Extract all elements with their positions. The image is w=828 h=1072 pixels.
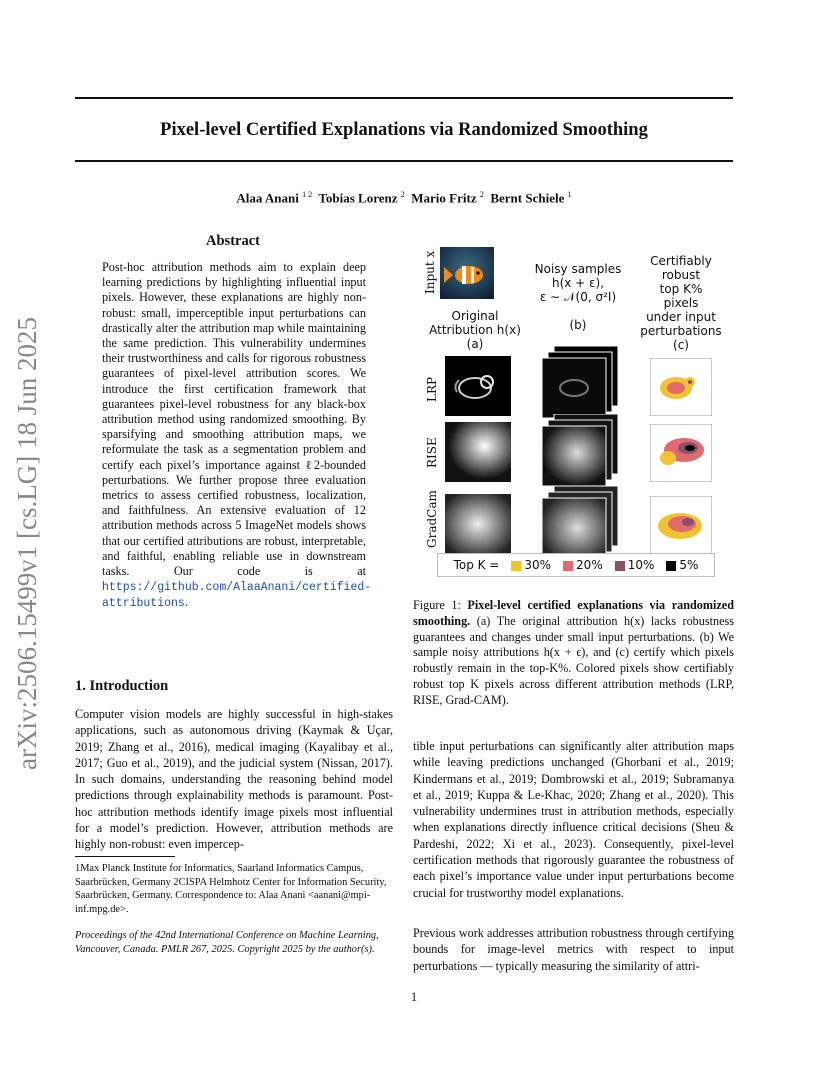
author-affiliation: 1 <box>567 190 572 199</box>
lrp-noisy-samples <box>542 346 620 418</box>
column-a-header: Original Attribution h(x) (a) <box>429 309 521 351</box>
legend-label: 30% <box>524 558 552 572</box>
abstract-text: Post-hoc attribution methods aim to explain deep learning predictions by highlighting influential input pixels. However, these explanations are highly non-robust: small, imperceptible input perturbations can drastically alter the attribution map while maintaining the same prediction. This vulnerability undermines their trustworthiness and calls for rigorous robustness guarantees of pixel-level attribution scores. We introduce the first certification framework that guarantees pixel-level robustness for any black-box attribution method using randomized smoothing. By sparsifying and smoothing attribution maps, we reformulate the task as a segmentation problem and certify each pixel’s importance against ℓ2-bounded perturbations. We further propose three evaluation metrics to assess certified robustness, localization, and faithfulness. An extensive evaluation of 12 attribution methods across 5 ImageNet models shows that our certified attributions are robust, interpretable, and faithful, enabling reliable use in downstream tasks. Our code is at <box>102 260 366 579</box>
author-name: Alaa Anani <box>236 190 299 206</box>
proceedings-note: Proceedings of the 42nd International Conference on Machine Learning, Vancouver, Canada. PMLR 267, 2025. Copyright 2025 by the author(s). <box>75 930 379 955</box>
lrp-attribution-map <box>445 356 511 416</box>
caption-bold: Pixel-level certified explanations via randomized smoothing. <box>413 598 734 628</box>
row-label-lrp: LRP <box>425 376 439 402</box>
legend-swatch <box>563 561 573 571</box>
figure-caption <box>413 598 734 709</box>
gradcam-certified-map <box>650 496 712 554</box>
intro-paragraph-left: Computer vision models are highly successful in high-stakes applications, such as autonomous driving (Kaymak & Uçar, 2019; Zhang et al., 2016), medical imaging (Kayalibay et al., 2017; Guo et al., 2019), and the judicial system (Nissan, 2017). In such domains, understanding the reasoning behind model predictions through explainability methods is paramount. Post-hoc attribution methods identify image pixels most influential for a model’s prediction. However, attribution methods are highly non-robust: even impercep- <box>75 707 393 852</box>
section-heading: 1. Introduction <box>75 678 169 694</box>
column-b-header: Noisy samples h(x + ε), ε ∼ 𝒩(0, σ²I) (b) <box>534 262 622 332</box>
paper-title: Pixel-level Certified Explanations via Randomized Smoothing <box>160 120 648 140</box>
author-affiliation: 1 2 <box>302 190 313 199</box>
clownfish-image <box>440 247 494 299</box>
intro-paragraph-right: tible input perturbations can significantly alter attribution maps while leaving predictions unchanged (Ghorbani et al., 2019; Kindermans et al., 2019; Dombrowski et al., 2019; Subramanya et al., 2019; Kuppa & Le-Khac, 2020; Zhang et al., 2020). This vulnerability undermines trust in attribution methods, especially when explanations directly influence critical decisions (Sheu & Pardeshi, 2022; Xi et al., 2023). Consequently, pixel-level certification methods that rigorously guarantee the robustness of each pixel’s importance value under input perturbations become crucial for trustworthy model explanations. <box>413 739 734 900</box>
figure-1 <box>405 242 735 582</box>
title-bottom-rule <box>75 160 733 162</box>
abstract-body <box>102 260 372 612</box>
rise-noisy-samples <box>542 414 620 486</box>
gradcam-attribution-map <box>445 494 511 554</box>
arxiv-stamp: arXiv:2506.15499v1 [cs.LG] 18 Jun 2025 <box>12 317 42 770</box>
rise-attribution-map <box>445 422 511 482</box>
footnote-rule <box>75 856 175 857</box>
caption-text: (a) The original attribution h(x) lacks robustness guarantees and changes under small input perturbations. (b) We sample noisy attributions h(x + ϵ), and (c) certify which pixels robustly remain in the top-K%. Colored pixels show certifiably robust top K pixels across different attribution methods (LRP, RISE, Grad-CAM). <box>413 613 734 707</box>
legend-item <box>505 558 551 572</box>
intro-paragraph-2: Previous work addresses attribution robustness through certifying bounds for image-level metrics with respect to input perturbations — typically measuring the similarity of attri- <box>413 926 734 973</box>
abstract-heading: Abstract <box>206 233 260 249</box>
author-name: Mario Fritz <box>411 190 477 206</box>
legend-item <box>557 558 603 572</box>
legend-label: 20% <box>576 558 603 572</box>
legend-swatch <box>615 561 625 571</box>
caption-label: Figure 1: <box>413 598 468 612</box>
figure-legend <box>437 553 715 577</box>
row-label-rise: RISE <box>425 437 439 468</box>
author-name: Bernt Schiele <box>490 190 565 206</box>
author-name: Tobias Lorenz <box>318 190 398 206</box>
footnote: 1Max Planck Institute for Informatics, Saarland Informatics Campus, Saarbrücken, Germany 2CISPA Helmhotz Center for Information Security, Saarbrücken, Germany. Correspondence to: Alaa Anani <aanani@mpi-inf.mpg.de>. <box>75 863 387 915</box>
legend-item <box>660 558 698 572</box>
author-affiliation: 2 <box>400 190 405 199</box>
code-link[interactable]: https://github.com/AlaaAnani/certified-attributions <box>102 581 372 611</box>
row-label-gradcam: GradCam <box>425 490 439 548</box>
legend-swatch <box>666 561 676 571</box>
abstract-end: . <box>184 595 188 610</box>
author-affiliation: 2 <box>479 190 484 199</box>
legend-swatch <box>511 561 521 571</box>
legend-prefix: Top K = <box>453 558 500 572</box>
input-label: Input x <box>423 250 437 294</box>
top-rule <box>75 97 733 99</box>
rise-certified-map <box>650 424 712 482</box>
lrp-certified-map <box>650 358 712 416</box>
column-c-header: Certifiably robust top K% pixels under input perturbations (c) <box>640 254 722 352</box>
legend-label: 10% <box>627 558 655 572</box>
author-list <box>75 190 733 206</box>
legend-item <box>609 558 655 572</box>
gradcam-noisy-samples <box>542 486 620 558</box>
legend-label: 5% <box>679 558 699 572</box>
page-number: 1 <box>410 990 418 1004</box>
